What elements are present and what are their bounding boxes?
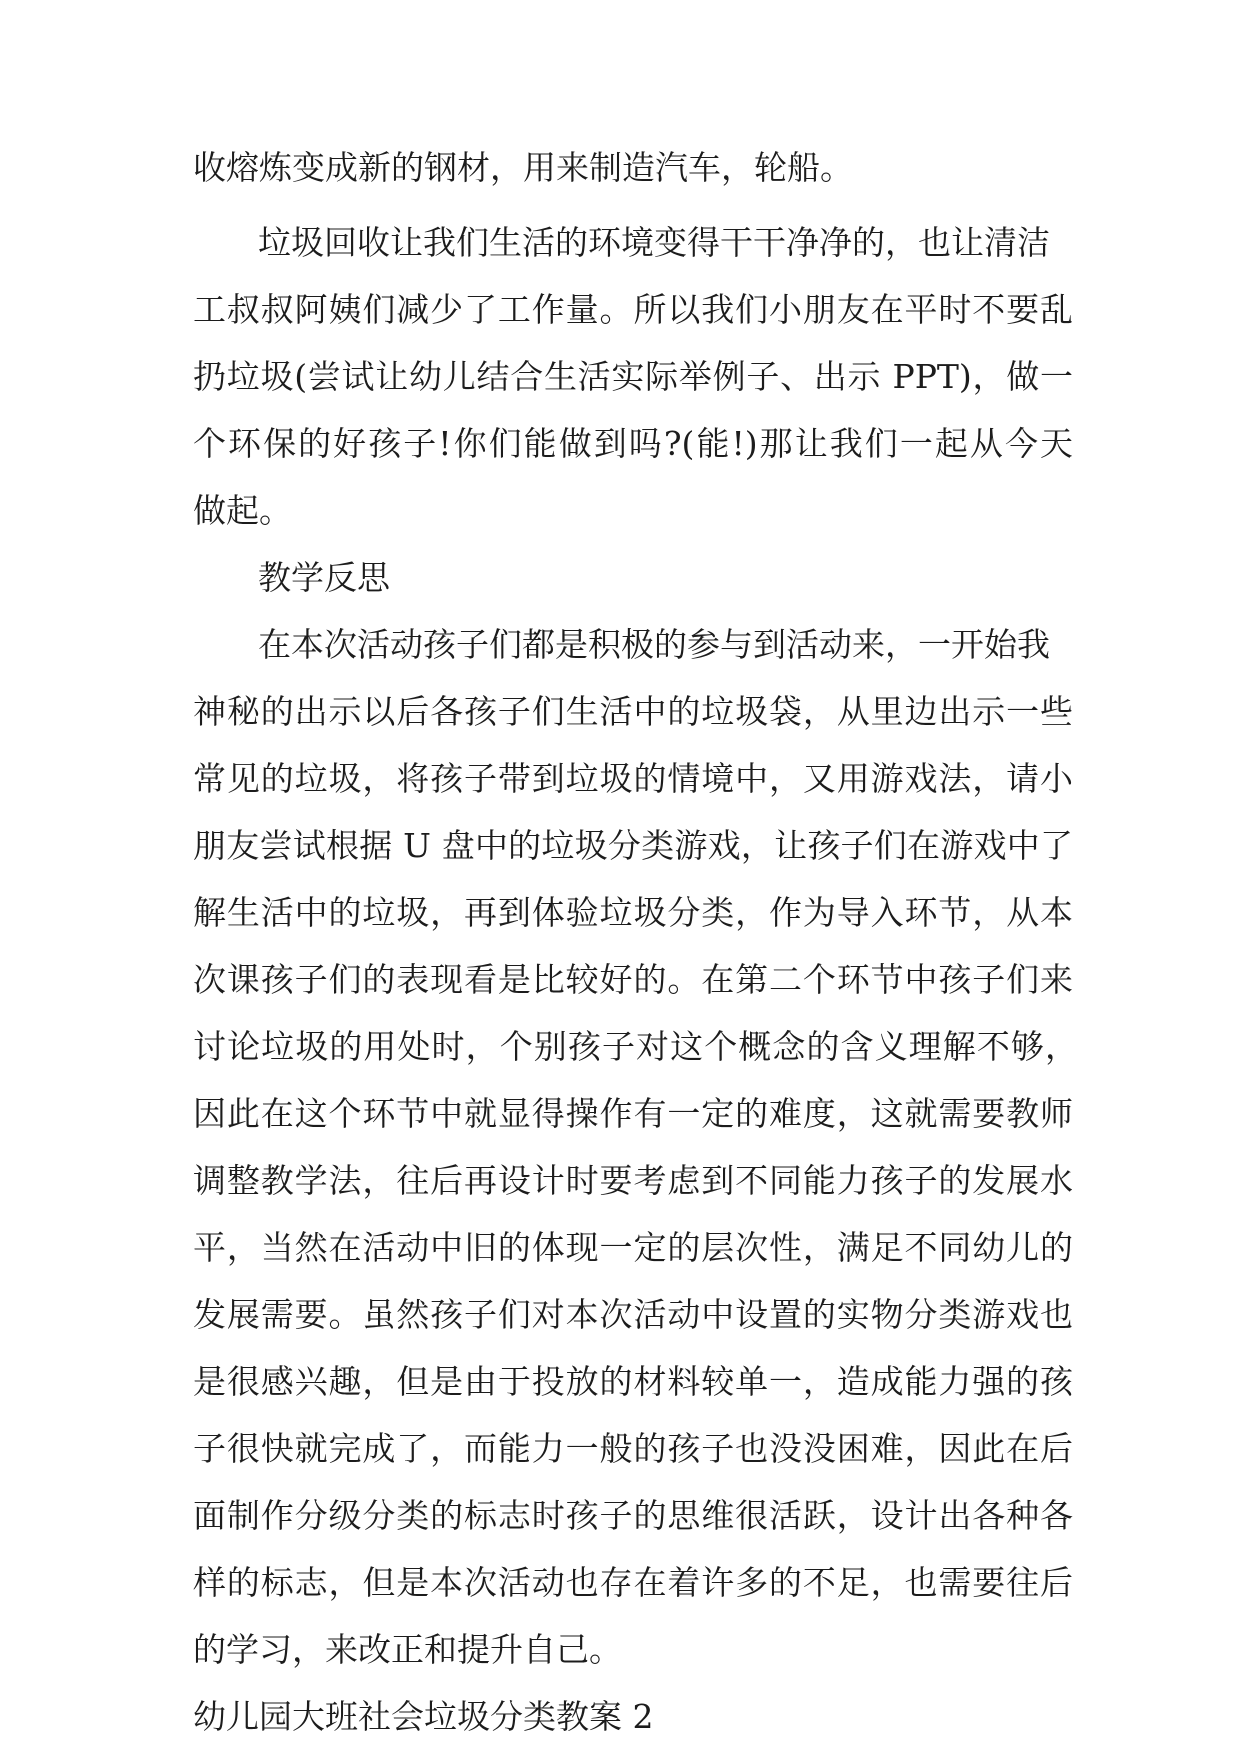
text-line: 工叔叔阿姨们减少了工作量。所以我们小朋友在平时不要乱 — [193, 290, 1073, 329]
text-line: 神秘的出示以后各孩子们生活中的垃圾袋，从里边出示一些 — [193, 692, 1073, 731]
text-line: 解生活中的垃圾，再到体验垃圾分类，作为导入环节，从本 — [193, 893, 1073, 932]
text-line: 朋友尝试根据 U 盘中的垃圾分类游戏，让孩子们在游戏中了 — [193, 826, 1073, 865]
text-line: 常见的垃圾，将孩子带到垃圾的情境中，又用游戏法，请小 — [193, 759, 1073, 798]
text-line: 垃圾回收让我们生活的环境变得干干净净的，也让清洁 — [258, 223, 1050, 262]
text-line: 面制作分级分类的标志时孩子的思维很活跃，设计出各种各 — [193, 1496, 1073, 1535]
text-line: 子很快就完成了，而能力一般的孩子也没没困难，因此在后 — [193, 1429, 1073, 1468]
document-subheading: 幼儿园大班社会垃圾分类教案 2 — [193, 1697, 654, 1736]
text-line: 调整教学法，往后再设计时要考虑到不同能力孩子的发展水 — [193, 1161, 1073, 1200]
text-line: 收熔炼变成新的钢材，用来制造汽车，轮船。 — [193, 148, 853, 187]
text-line: 平，当然在活动中旧的体现一定的层次性，满足不同幼儿的 — [193, 1228, 1073, 1267]
text-line: 个环保的好孩子!你们能做到吗?(能!)那让我们一起从今天 — [193, 424, 1073, 463]
text-line: 的学习，来改正和提升自己。 — [193, 1630, 622, 1669]
text-line: 样的标志，但是本次活动也存在着许多的不足，也需要往后 — [193, 1563, 1073, 1602]
text-line: 在本次活动孩子们都是积极的参与到活动来，一开始我 — [258, 625, 1050, 664]
text-line: 因此在这个环节中就显得操作有一定的难度，这就需要教师 — [193, 1094, 1073, 1133]
text-line: 做起。 — [193, 491, 292, 530]
text-line: 扔垃圾(尝试让幼儿结合生活实际举例子、出示 PPT)，做一 — [193, 357, 1073, 396]
text-line: 发展需要。虽然孩子们对本次活动中设置的实物分类游戏也 — [193, 1295, 1073, 1334]
section-heading: 教学反思 — [258, 558, 390, 597]
text-line: 讨论垃圾的用处时，个别孩子对这个概念的含义理解不够， — [193, 1027, 1078, 1066]
text-line: 是很感兴趣，但是由于投放的材料较单一，造成能力强的孩 — [193, 1362, 1073, 1401]
text-line: 次课孩子们的表现看是比较好的。在第二个环节中孩子们来 — [193, 960, 1073, 999]
